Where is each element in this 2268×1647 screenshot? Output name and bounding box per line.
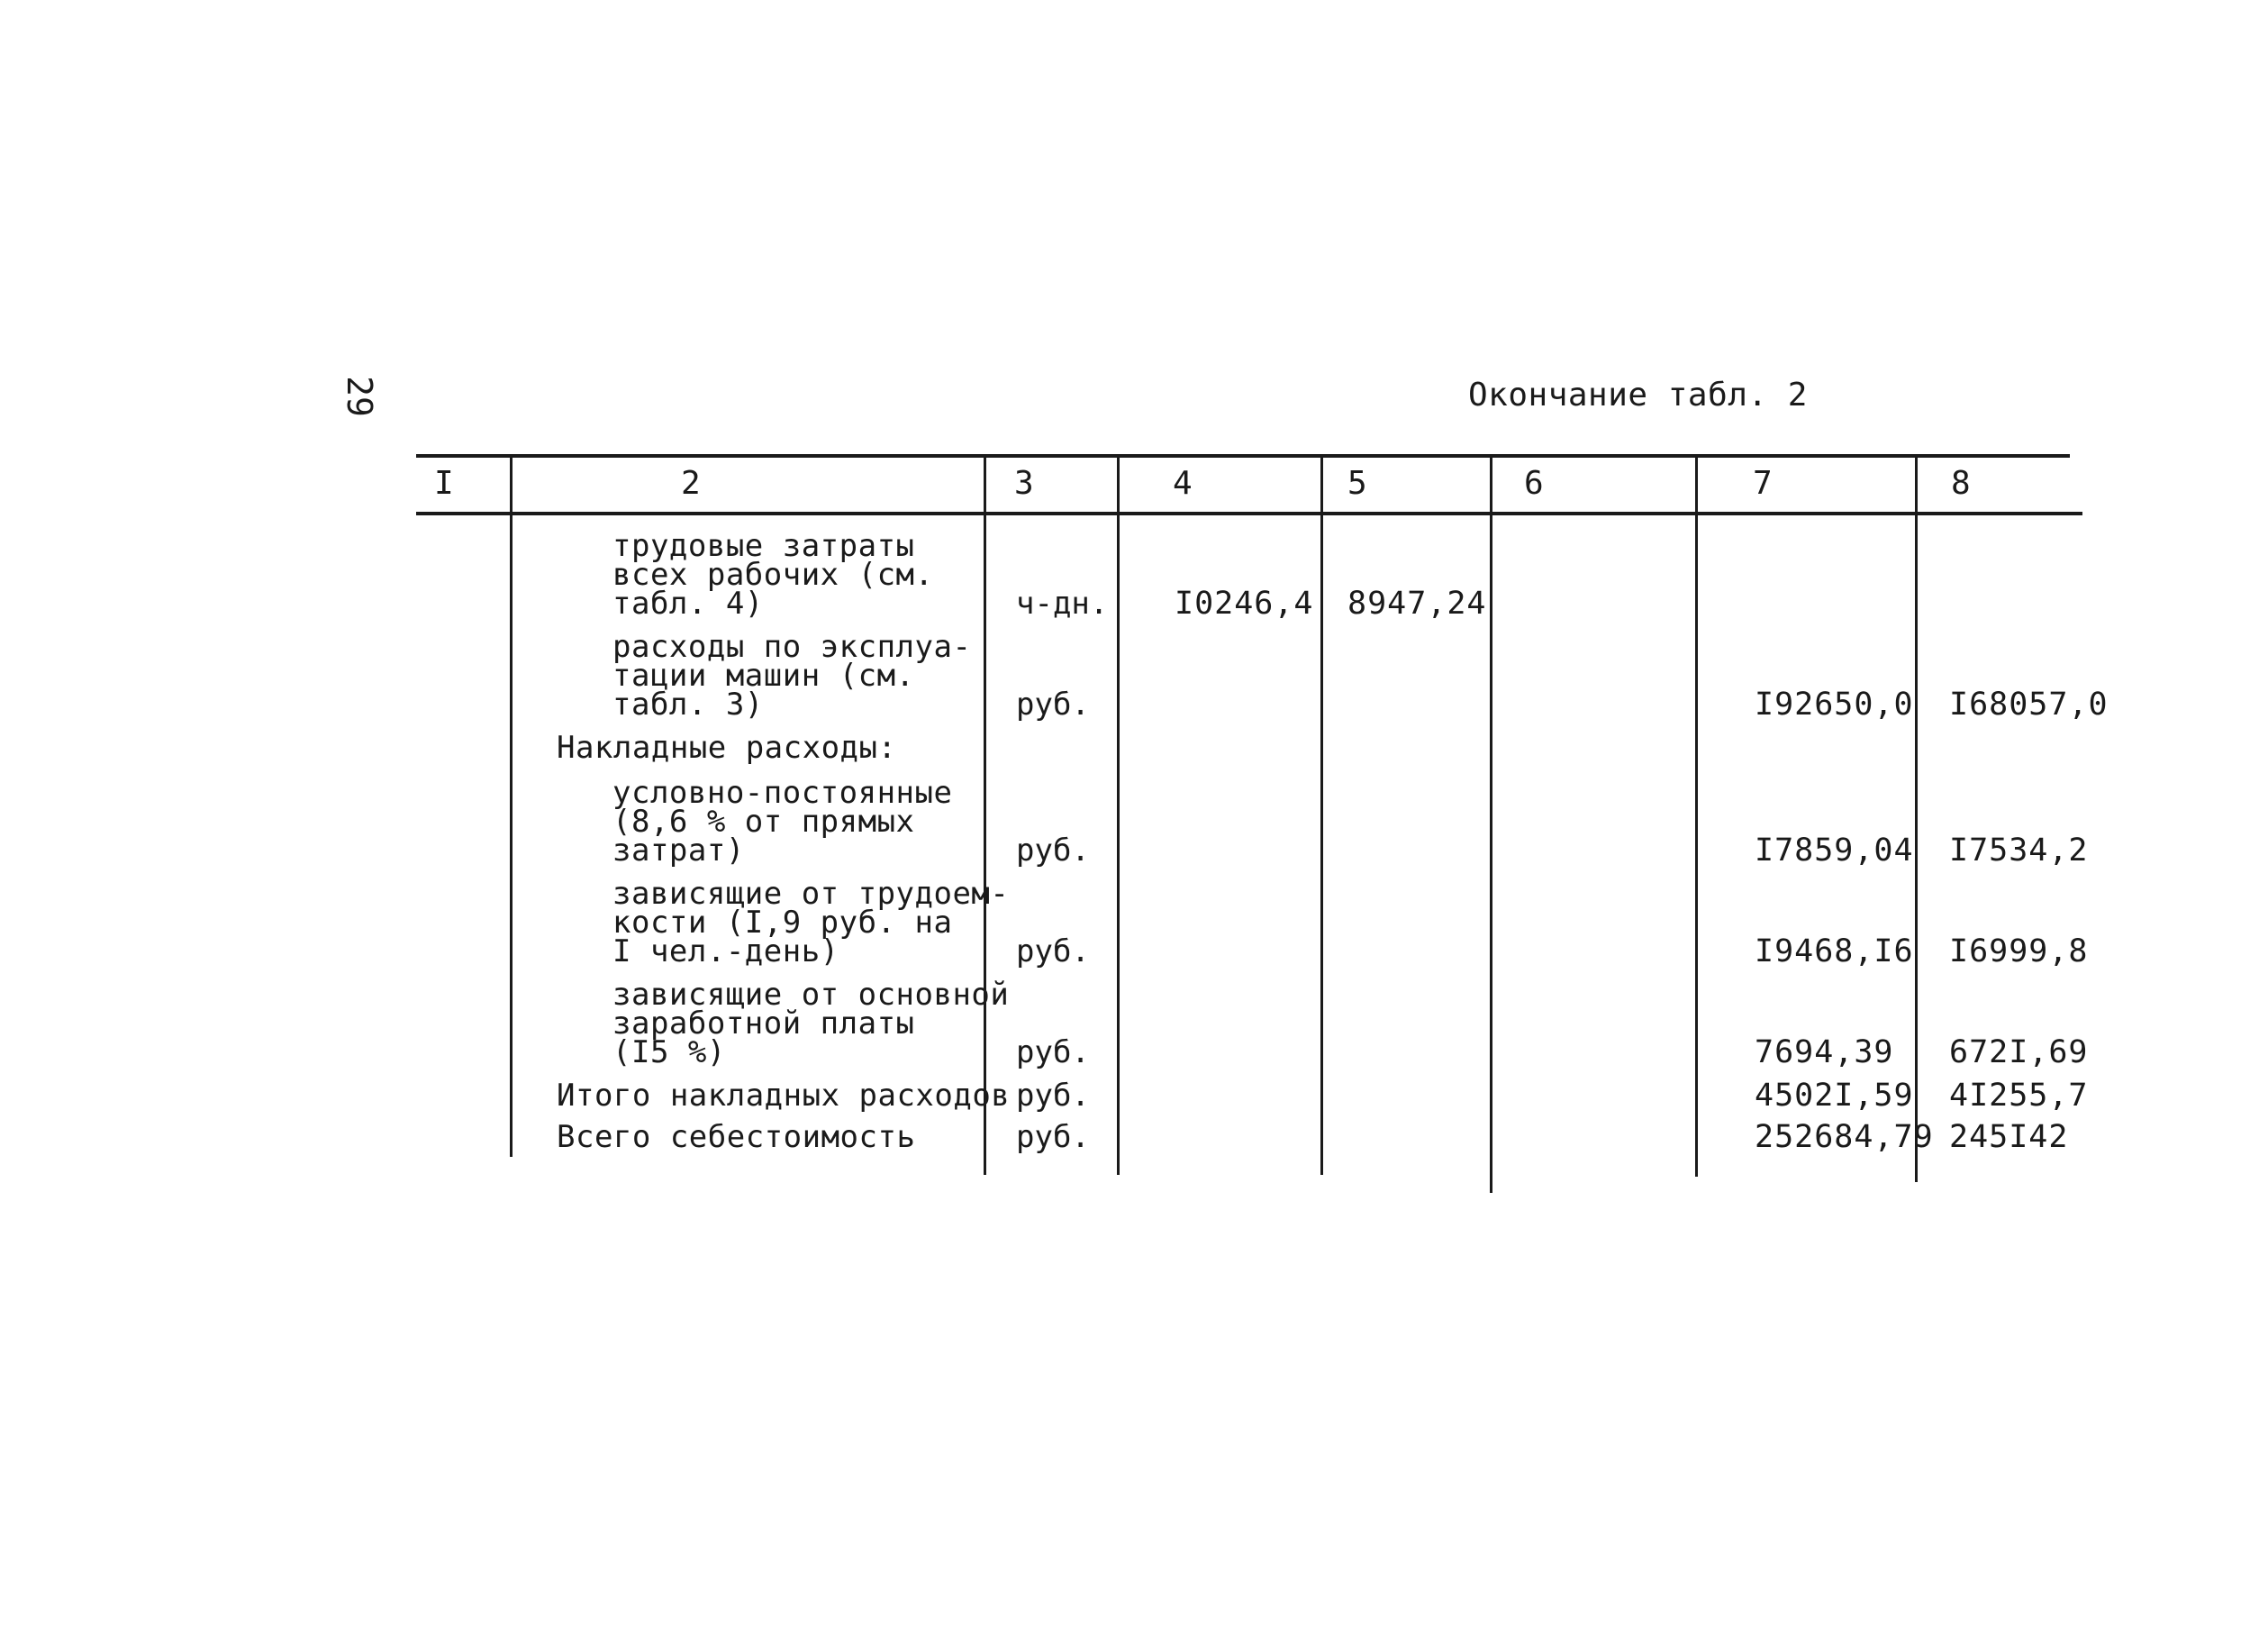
row-description-line: заработной платы: [612, 1005, 915, 1042]
row-description-line: табл. 4): [612, 586, 764, 622]
column-divider: [510, 458, 513, 1157]
column-header: 8: [1951, 465, 1971, 502]
row-description-line: (I5 %): [612, 1034, 726, 1070]
row-value-col7: 252684,79: [1755, 1119, 1934, 1155]
row-value-col8: 672I,69: [1949, 1034, 2089, 1070]
column-header: 5: [1347, 465, 1367, 502]
row-unit: руб.: [1016, 1034, 1090, 1070]
row-description-line: зависящие от трудоем-: [612, 876, 1010, 912]
row-value-col8: I6999,8: [1949, 933, 2089, 969]
row-value-col4: I0246,4: [1175, 586, 1314, 622]
row-unit: руб.: [1016, 933, 1090, 969]
row-value-col5: 8947,24: [1347, 586, 1487, 622]
section-heading: Накладные расходы:: [557, 730, 897, 766]
row-description-line: расходы по эксплуа-: [612, 629, 972, 665]
header-bottom-rule: [416, 512, 2082, 515]
row-value-col8: 4I255,7: [1949, 1078, 2089, 1114]
table-title: Окончание табл. 2: [1468, 377, 1808, 414]
row-value-col8: I7534,2: [1949, 833, 2089, 869]
row-unit: руб.: [1016, 833, 1090, 869]
column-header: 4: [1173, 465, 1193, 502]
row-unit: руб.: [1016, 687, 1090, 723]
row-value-col8: 245I42: [1949, 1119, 2069, 1155]
row-description-line: (8,6 % от прямых: [612, 804, 915, 840]
row-value-col8: I68057,0: [1949, 687, 2109, 723]
column-header: 2: [681, 465, 701, 502]
row-description-line: тации машин (см.: [612, 658, 915, 694]
row-description-line: трудовые затраты: [612, 528, 915, 564]
column-header: 7: [1753, 465, 1773, 502]
column-divider: [1320, 458, 1323, 1175]
row-description-line: затрат): [612, 833, 745, 869]
row-value-col7: 7694,39: [1755, 1034, 1894, 1070]
column-header: 3: [1014, 465, 1034, 502]
row-value-col7: 4502I,59: [1755, 1078, 1914, 1114]
column-divider: [1695, 458, 1698, 1177]
table-top-rule: [416, 454, 2070, 458]
total-label: Всего себестоимость: [557, 1119, 916, 1155]
column-divider: [1117, 458, 1120, 1175]
row-description-line: всех рабочих (см.: [612, 557, 934, 593]
column-divider: [1490, 458, 1492, 1193]
column-header: 6: [1524, 465, 1544, 502]
row-unit: руб.: [1016, 1078, 1090, 1114]
row-unit: ч-дн.: [1016, 586, 1109, 622]
row-unit: руб.: [1016, 1119, 1090, 1155]
row-description-line: кости (I,9 руб. на: [612, 905, 953, 941]
row-value-col7: I7859,04: [1755, 833, 1914, 869]
subtotal-label: Итого накладных расходов: [557, 1078, 1011, 1114]
column-divider: [984, 458, 986, 1175]
row-value-col7: I9468,I6: [1755, 933, 1914, 969]
column-header: I: [434, 465, 454, 502]
row-description-line: табл. 3): [612, 687, 764, 723]
column-divider: [1915, 458, 1918, 1182]
row-description-line: условно-постоянные: [612, 775, 953, 811]
row-description-line: зависящие от основной: [612, 977, 1010, 1013]
page-number: 29: [339, 376, 379, 417]
row-value-col7: I92650,0: [1755, 687, 1914, 723]
row-description-line: I чел.-день): [612, 933, 839, 969]
